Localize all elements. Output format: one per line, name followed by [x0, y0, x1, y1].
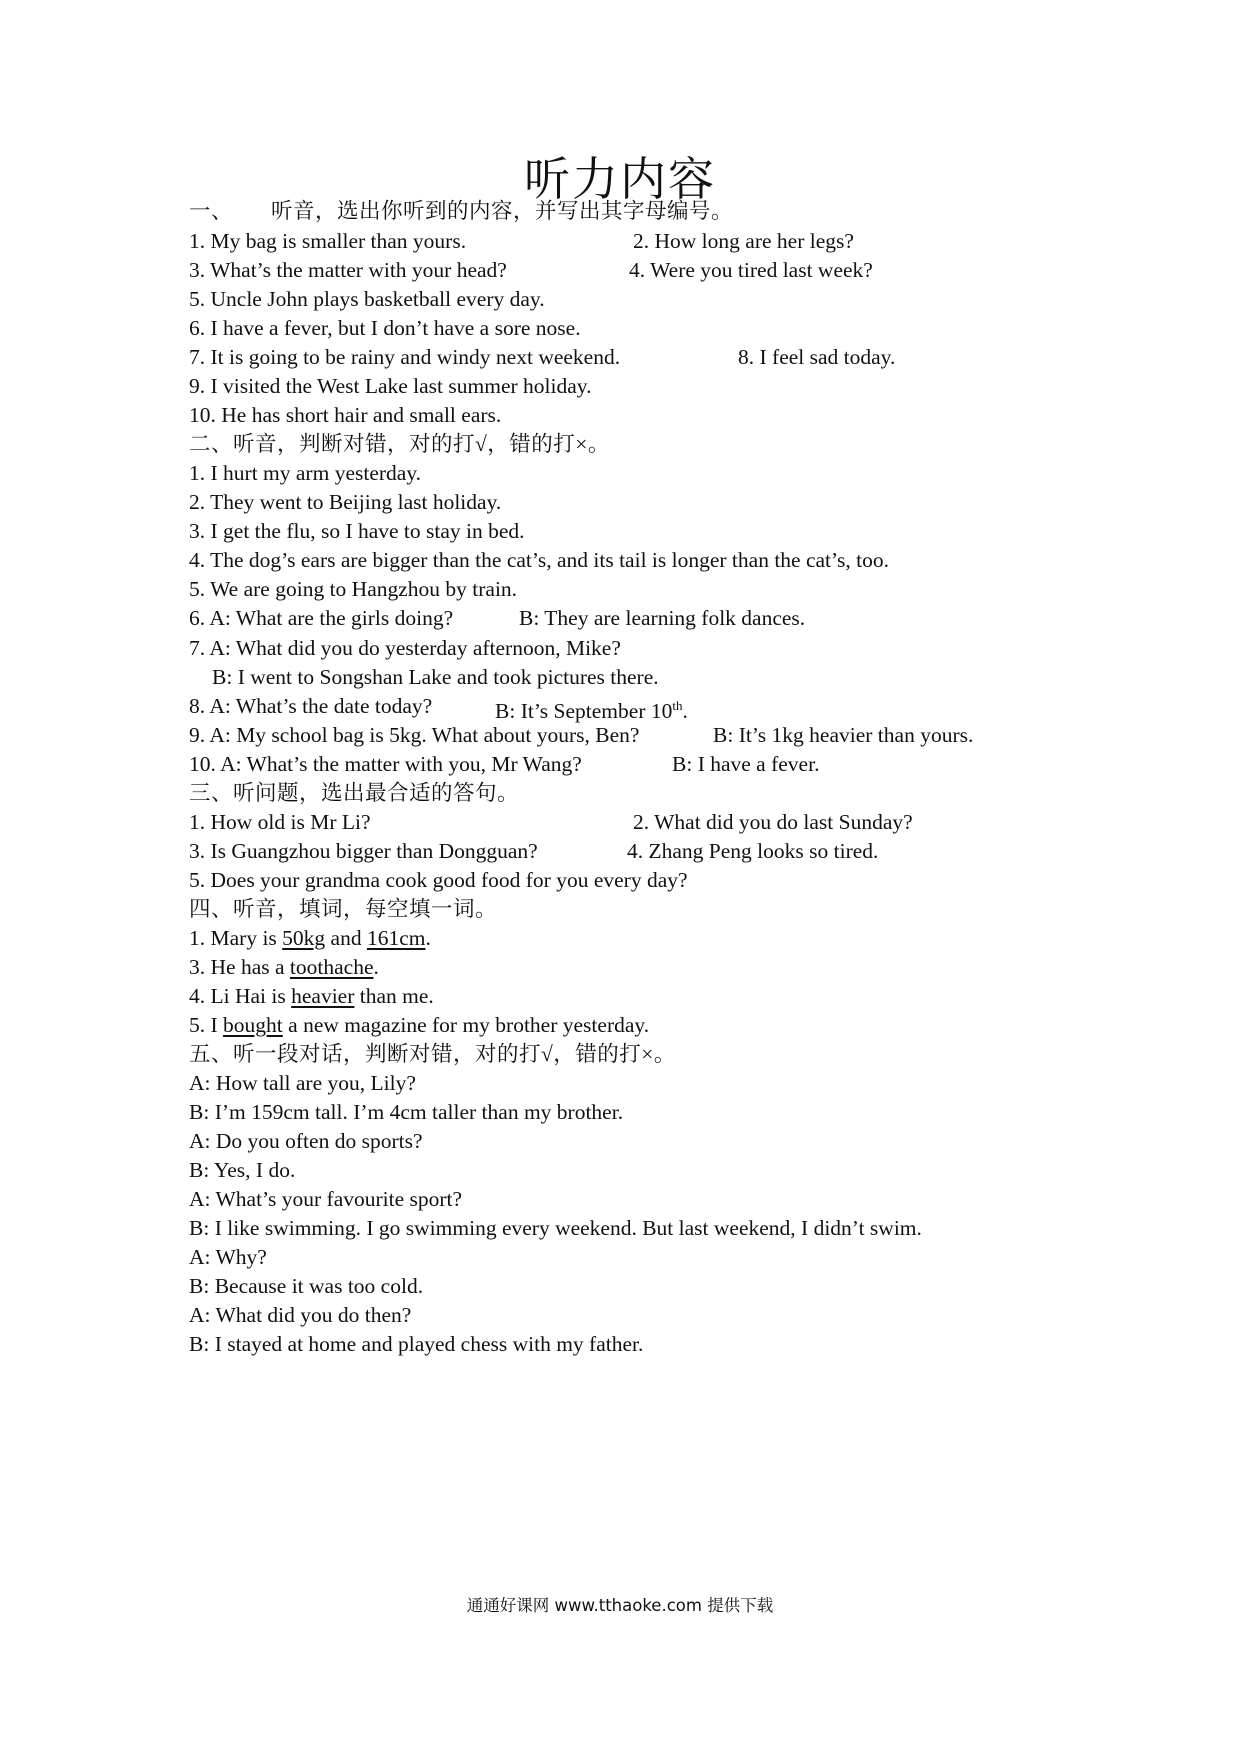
- dialogue-line-3: A: Do you often do sports?: [189, 1129, 423, 1153]
- dialogue-line-5: A: What’s your favourite sport?: [189, 1187, 463, 1211]
- section-2-heading: 二、听音，判断对错，对的打√，错的打×。: [189, 432, 610, 456]
- s1-item-9: 9. I visited the West Lake last summer holiday.: [189, 374, 592, 398]
- section-4-heading: 四、听音，填词，每空填一词。: [189, 897, 498, 921]
- s2-item-8: [189, 691, 688, 724]
- s2-item-10-answer: B: I have a fever.: [672, 752, 820, 776]
- s2-item-1: 1. I hurt my arm yesterday.: [189, 461, 422, 485]
- s3-row-1: [189, 807, 913, 837]
- s1-item-4: 4. Were you tired last week?: [629, 258, 873, 282]
- s4-item-3-period: .: [373, 955, 379, 979]
- s2-item-5: 5. We are going to Hangzhou by train.: [189, 577, 518, 601]
- s3-item-2: 2. What did you do last Sunday?: [633, 810, 913, 834]
- s1-row-4: [189, 342, 896, 372]
- s1-item-3: 3. What’s the matter with your head?: [189, 258, 507, 282]
- s3-item-1: 1. How old is Mr Li?: [189, 810, 371, 834]
- s4-item-3-answer: toothache: [289, 955, 374, 979]
- dialogue-line-2: B: I’m 159cm tall. I’m 4cm taller than my brother.: [189, 1100, 624, 1124]
- s2-item-8-question: 8. A: What’s the date today?: [189, 694, 433, 718]
- section-1-heading: [189, 196, 733, 226]
- section-3-heading: 三、听问题，选出最合适的答句。: [189, 781, 520, 805]
- dialogue-line-6: B: I like swimming. I go swimming every weekend. But last weekend, I didn’t swim.: [189, 1216, 922, 1240]
- s4-item-1-period: .: [425, 926, 431, 950]
- s2-item-8-ordinal: th: [672, 698, 683, 713]
- s2-item-10: [189, 749, 820, 779]
- s2-item-6: [189, 603, 806, 633]
- dialogue-line-9: A: What did you do then?: [189, 1303, 412, 1327]
- s1-item-1: 1. My bag is smaller than yours.: [189, 229, 467, 253]
- s2-item-9: [189, 720, 974, 750]
- s1-row-1: [189, 226, 854, 256]
- s4-item-1-connector: and: [325, 926, 367, 950]
- s4-item-5: [189, 1010, 649, 1040]
- s3-row-2: [189, 836, 879, 866]
- s2-item-7-question: 7. A: What did you do yesterday afternoon, Mike?: [189, 636, 621, 660]
- s4-item-5-text: 5. I: [189, 1013, 224, 1037]
- s4-item-4-answer: heavier: [291, 984, 355, 1008]
- page-title: 听力内容: [524, 154, 716, 205]
- s2-item-3: 3. I get the flu, so I have to stay in bed.: [189, 519, 525, 543]
- s2-item-8-answer-text: B: It’s September 10: [495, 699, 673, 724]
- s3-item-4: 4. Zhang Peng looks so tired.: [627, 839, 879, 863]
- s2-item-8-period: .: [682, 699, 688, 724]
- s1-item-10: 10. He has short hair and small ears.: [189, 403, 502, 427]
- s4-item-5-rest: a new magazine for my brother yesterday.: [282, 1013, 650, 1037]
- s4-item-3-text: 3. He has a: [189, 955, 290, 979]
- s2-item-7-answer: B: I went to Songshan Lake and took pictures there.: [212, 665, 659, 689]
- section-1-number: 一、: [189, 199, 234, 223]
- section-5-heading: 五、听一段对话，判断对错，对的打√，错的打×。: [189, 1042, 676, 1066]
- s2-item-10-question: 10. A: What’s the matter with you, Mr Wang?: [189, 752, 582, 776]
- s4-item-4-text: 4. Li Hai is: [189, 984, 292, 1008]
- s4-item-1-answer-2: 161cm: [366, 926, 426, 950]
- s1-item-2: 2. How long are her legs?: [633, 229, 854, 253]
- s4-item-4: [189, 981, 434, 1011]
- s4-item-1-answer-1: 50kg: [282, 926, 326, 950]
- s3-item-5: 5. Does your grandma cook good food for you every day?: [189, 868, 688, 892]
- s2-item-6-question: 6. A: What are the girls doing?: [189, 606, 454, 630]
- s4-item-5-answer: bought: [223, 1013, 283, 1037]
- s1-item-8: 8. I feel sad today.: [738, 345, 896, 369]
- s4-item-4-rest: than me.: [354, 984, 434, 1008]
- s1-row-2: [189, 255, 873, 285]
- section-1-instruction: 听音，选出你听到的内容，并写出其字母编号。: [271, 199, 734, 223]
- s4-item-1: [189, 923, 431, 953]
- s2-item-6-answer: B: They are learning folk dances.: [519, 606, 806, 630]
- dialogue-line-1: A: How tall are you, Lily?: [189, 1071, 416, 1095]
- s4-item-1-text: 1. Mary is: [189, 926, 283, 950]
- s1-item-7: 7. It is going to be rainy and windy next weekend.: [189, 345, 621, 369]
- s1-item-6: 6. I have a fever, but I don’t have a sore nose.: [189, 316, 581, 340]
- s4-item-3: [189, 952, 379, 982]
- dialogue-line-7: A: Why?: [189, 1245, 267, 1269]
- s2-item-2: 2. They went to Beijing last holiday.: [189, 490, 502, 514]
- footer-source: 通通好课网 www.tthaoke.com 提供下载: [466, 1596, 774, 1615]
- s2-item-4: 4. The dog’s ears are bigger than the cat’s, and its tail is longer than the cat’s, too.: [189, 548, 889, 572]
- s2-item-9-answer: B: It’s 1kg heavier than yours.: [713, 723, 974, 747]
- dialogue-line-10: B: I stayed at home and played chess with my father.: [189, 1332, 644, 1356]
- s2-item-9-question: 9. A: My school bag is 5kg. What about yours, Ben?: [189, 723, 640, 747]
- dialogue-line-8: B: Because it was too cold.: [189, 1274, 424, 1298]
- s1-item-5: 5. Uncle John plays basketball every day.: [189, 287, 545, 311]
- dialogue-line-4: B: Yes, I do.: [189, 1158, 296, 1182]
- s3-item-3: 3. Is Guangzhou bigger than Dongguan?: [189, 839, 538, 863]
